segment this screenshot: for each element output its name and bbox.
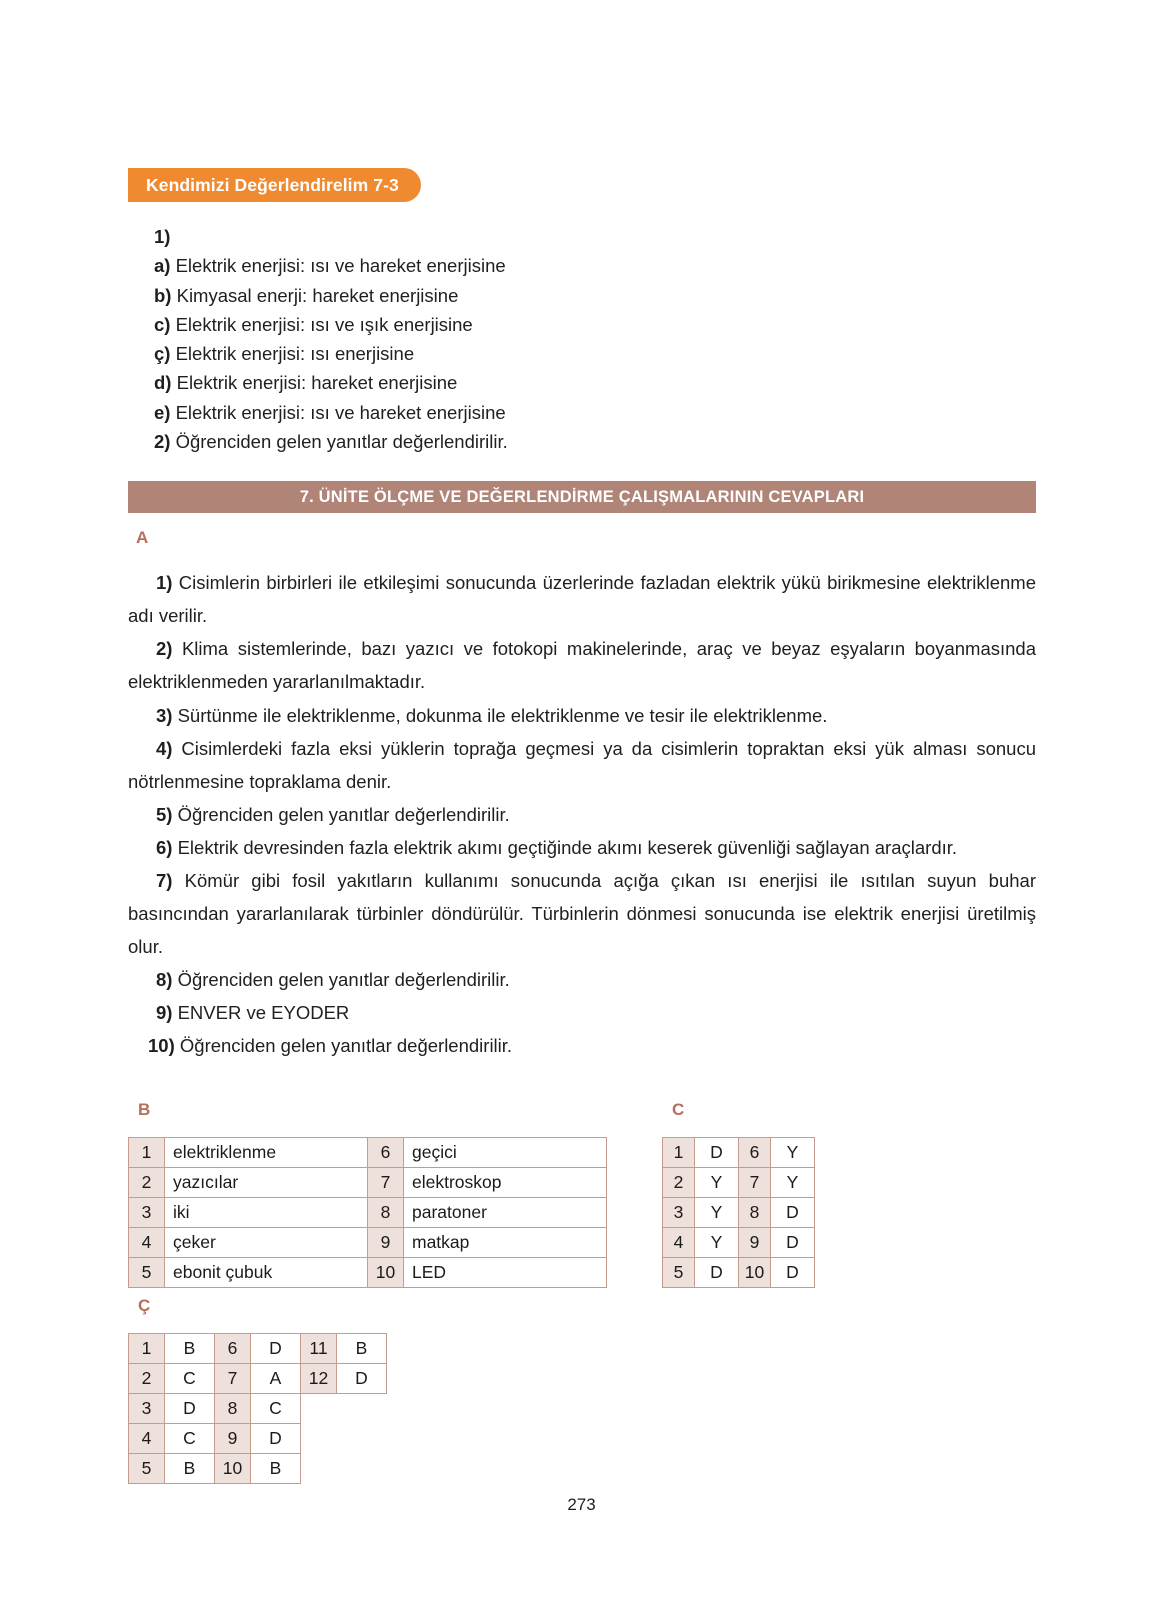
table-cell-value: B: [337, 1334, 387, 1364]
unit-heading-bar: [128, 481, 1036, 513]
answer-paragraph-text: Cisimlerdeki fazla eksi yüklerin toprağa geçmesi ya da cisimlerin topraktan eksi yük alması sonucu nötrlenmesine topraklama denir.: [128, 738, 1036, 792]
table-cell-value: B: [165, 1334, 215, 1364]
table-cell-number: 6: [215, 1334, 251, 1364]
table-row: [663, 1228, 815, 1258]
self-assessment-q1-label: 1): [154, 226, 171, 247]
table-cell-value: D: [251, 1334, 301, 1364]
table-cell-number: 10: [368, 1258, 404, 1288]
self-assessment-item-text: Elektrik enerjisi: ısı ve hareket enerjisine: [175, 255, 506, 277]
table-row: [663, 1198, 815, 1228]
answer-table-c: [662, 1137, 815, 1288]
answer-paragraph: 3) Sürtünme ile elektriklenme, dokunma ile elektriklenme ve tesir ile elektriklenme.: [156, 705, 828, 726]
table-cell-number: 1: [129, 1334, 165, 1364]
answer-table-cc: [128, 1333, 387, 1484]
self-assessment-badge: [128, 168, 421, 202]
section-label-cc: Ç: [138, 1296, 151, 1315]
self-assessment-q2: 2) Öğrenciden gelen yanıtlar değerlendirilir.: [154, 431, 508, 453]
table-row: [129, 1198, 607, 1228]
table-cell-value: D: [771, 1198, 815, 1228]
answer-paragraph-text: Klima sistemlerinde, bazı yazıcı ve fotokopi makinelerinde, araç ve beyaz eşyaların boyanmasında elektriklenmeden yararlanılmaktadır.: [128, 638, 1036, 692]
table-cell-number: 4: [129, 1424, 165, 1454]
table-cell-number: 6: [368, 1138, 404, 1168]
table-cell-value: matkap: [404, 1228, 607, 1258]
answer-paragraph-text: Sürtünme ile elektriklenme, dokunma ile elektriklenme ve tesir ile elektriklenme.: [177, 705, 828, 726]
table-cell-number: 3: [129, 1394, 165, 1424]
table-row: [663, 1138, 815, 1168]
table-cell-value: D: [337, 1364, 387, 1394]
table-cell-value: D: [165, 1394, 215, 1424]
answer-paragraph-text: Elektrik devresinden fazla elektrik akımı geçtiğinde akımı keserek güvenliği sağlayan araçlardır.: [177, 837, 958, 858]
table-cell-value: LED: [404, 1258, 607, 1288]
answer-paragraph: 1) Cisimlerin birbirleri ile etkileşimi sonucunda üzerlerinde fazladan elektrik yükü birikmesine elektriklenme adı verilir.: [128, 572, 1036, 626]
answer-paragraph: 9) ENVER ve EYODER: [156, 1002, 350, 1023]
table-cell-number: 8: [215, 1394, 251, 1424]
table-cell-value: C: [251, 1394, 301, 1424]
table-cell-number: 7: [368, 1168, 404, 1198]
self-assessment-item: b) Kimyasal enerji: hareket enerjisine: [154, 284, 459, 306]
table-cell-value: D: [771, 1228, 815, 1258]
table-cell-number: 1: [129, 1138, 165, 1168]
answer-paragraph: 6) Elektrik devresinden fazla elektrik akımı geçtiğinde akımı keserek güvenliği sağlayan araçlardır.: [156, 837, 958, 858]
answer-paragraph-text: ENVER ve EYODER: [177, 1002, 350, 1023]
answer-paragraph: 8) Öğrenciden gelen yanıtlar değerlendirilir.: [156, 969, 510, 990]
table-cell-value: B: [165, 1454, 215, 1484]
table-cell-empty: [301, 1454, 337, 1484]
table-cell-number: 5: [129, 1454, 165, 1484]
table-cell-value: geçici: [404, 1138, 607, 1168]
table-row: [129, 1334, 387, 1364]
answer-paragraph: 5) Öğrenciden gelen yanıtlar değerlendirilir.: [156, 804, 510, 825]
answer-paragraph: 10) Öğrenciden gelen yanıtlar değerlendirilir.: [148, 1035, 513, 1056]
table-cell-number: 8: [739, 1198, 771, 1228]
table-cell-value: D: [695, 1258, 739, 1288]
table-cell-number: 12: [301, 1364, 337, 1394]
table-row: [663, 1258, 815, 1288]
table-cell-number: 9: [215, 1424, 251, 1454]
table-cell-number: 4: [129, 1228, 165, 1258]
table-cell-value: elektriklenme: [165, 1138, 368, 1168]
table-cell-value: paratoner: [404, 1198, 607, 1228]
self-assessment-item-text: Elektrik enerjisi: ısı ve ışık enerjisine: [175, 313, 473, 335]
table-cell-value: yazıcılar: [165, 1168, 368, 1198]
section-label-a: A: [136, 528, 149, 547]
table-row: [129, 1258, 607, 1288]
table-cell-value: Y: [695, 1228, 739, 1258]
answer-paragraph-text: Öğrenciden gelen yanıtlar değerlendirilir.: [177, 969, 510, 990]
answer-paragraph-text: Öğrenciden gelen yanıtlar değerlendirilir.: [179, 1035, 513, 1056]
table-cell-value: Y: [695, 1168, 739, 1198]
table-row: [663, 1168, 815, 1198]
table-cell-value: C: [165, 1364, 215, 1394]
page-number: 273: [567, 1495, 596, 1514]
table-cell-value: çeker: [165, 1228, 368, 1258]
table-cell-value: D: [695, 1138, 739, 1168]
table-cell-value: iki: [165, 1198, 368, 1228]
self-assessment-item: ç) Elektrik enerjisi: ısı enerjisine: [154, 343, 415, 365]
table-row: [129, 1424, 387, 1454]
table-cell-value: C: [165, 1424, 215, 1454]
self-assessment-item-text: Elektrik enerjisi: hareket enerjisine: [176, 372, 458, 394]
section-label-c: C: [672, 1100, 685, 1119]
table-cell-value: elektroskop: [404, 1168, 607, 1198]
table-cell-empty: [337, 1454, 387, 1484]
self-assessment-item: e) Elektrik enerjisi: ısı ve hareket enerjisine: [154, 401, 506, 423]
table-cell-empty: [337, 1394, 387, 1424]
answer-paragraph: 7) Kömür gibi fosil yakıtların kullanımı sonucunda açığa çıkan ısı enerjisi ile ısıtılan suyun buhar basıncından yararlanılarak türbinler döndürülür. Türbinlerin dönmesi sonucunda ise elektrik enerjisi üretilmiş olur.: [128, 870, 1036, 957]
table-cell-value: Y: [771, 1138, 815, 1168]
table-cell-number: 7: [215, 1364, 251, 1394]
table-cell-value: B: [251, 1454, 301, 1484]
table-cell-number: 8: [368, 1198, 404, 1228]
table-cell-number: 10: [739, 1258, 771, 1288]
answer-paragraph-text: Kömür gibi fosil yakıtların kullanımı sonucunda açığa çıkan ısı enerjisi ile ısıtılan suyun buhar basıncından yararlanılarak türbinler döndürülür. Türbinlerin dönmesi sonucunda ise elektrik enerjisi üretilmiş olur.: [128, 870, 1036, 957]
table-cell-empty: [301, 1394, 337, 1424]
unit-heading-title: 7. ÜNİTE ÖLÇME VE DEĞERLENDİRME ÇALIŞMALARININ CEVAPLARI: [299, 487, 865, 506]
table-cell-number: 10: [215, 1454, 251, 1484]
table-cell-empty: [337, 1424, 387, 1454]
self-assessment-item: c) Elektrik enerjisi: ısı ve ışık enerjisine: [154, 313, 473, 335]
table-cell-value: D: [251, 1424, 301, 1454]
table-row: [129, 1228, 607, 1258]
table-cell-number: 2: [129, 1364, 165, 1394]
table-cell-number: 3: [663, 1198, 695, 1228]
answer-paragraph-text: Öğrenciden gelen yanıtlar değerlendirilir.: [177, 804, 510, 825]
answer-table-b: [128, 1137, 607, 1288]
self-assessment-item-text: Elektrik enerjisi: ısı ve hareket enerjisine: [175, 401, 506, 423]
table-row: [129, 1168, 607, 1198]
self-assessment-q2-text: Öğrenciden gelen yanıtlar değerlendirilir.: [175, 431, 508, 453]
table-cell-empty: [301, 1424, 337, 1454]
table-row: [129, 1364, 387, 1394]
table-cell-number: 4: [663, 1228, 695, 1258]
table-cell-number: 1: [663, 1138, 695, 1168]
table-cell-number: 7: [739, 1168, 771, 1198]
table-cell-number: 2: [663, 1168, 695, 1198]
table-cell-number: 3: [129, 1198, 165, 1228]
table-cell-number: 6: [739, 1138, 771, 1168]
table-cell-number: 5: [663, 1258, 695, 1288]
table-cell-number: 5: [129, 1258, 165, 1288]
self-assessment-item-text: Elektrik enerjisi: ısı enerjisine: [175, 343, 415, 365]
self-assessment-answer-list: [154, 222, 1014, 456]
section-label-b: B: [138, 1100, 151, 1119]
self-assessment-item-text: Kimyasal enerji: hareket enerjisine: [176, 284, 459, 306]
self-assessment-item: d) Elektrik enerjisi: hareket enerjisine: [154, 372, 458, 394]
table-cell-value: Y: [695, 1198, 739, 1228]
self-assessment-badge-label: Kendimizi Değerlendirelim 7-3: [146, 174, 399, 195]
table-row: [129, 1454, 387, 1484]
table-row: [129, 1138, 607, 1168]
self-assessment-item: a) Elektrik enerjisi: ısı ve hareket enerjisine: [154, 255, 506, 277]
table-cell-value: A: [251, 1364, 301, 1394]
table-cell-number: 11: [301, 1334, 337, 1364]
table-cell-value: Y: [771, 1168, 815, 1198]
table-cell-number: 9: [368, 1228, 404, 1258]
answer-paragraph: 4) Cisimlerdeki fazla eksi yüklerin toprağa geçmesi ya da cisimlerin topraktan eksi yük alması sonucu nötrlenmesine topraklama denir.: [128, 738, 1036, 792]
answer-paragraph-text: Cisimlerin birbirleri ile etkileşimi sonucunda üzerlerinde fazladan elektrik yükü birikmesine elektriklenme adı verilir.: [128, 572, 1036, 626]
table-cell-number: 2: [129, 1168, 165, 1198]
table-cell-number: 9: [739, 1228, 771, 1258]
table-row: [129, 1394, 387, 1424]
answer-paragraph: 2) Klima sistemlerinde, bazı yazıcı ve fotokopi makinelerinde, araç ve beyaz eşyaların boyanmasında elektriklenmeden yararlanılmaktadır.: [128, 638, 1036, 692]
table-cell-value: ebonit çubuk: [165, 1258, 368, 1288]
table-cell-value: D: [771, 1258, 815, 1288]
